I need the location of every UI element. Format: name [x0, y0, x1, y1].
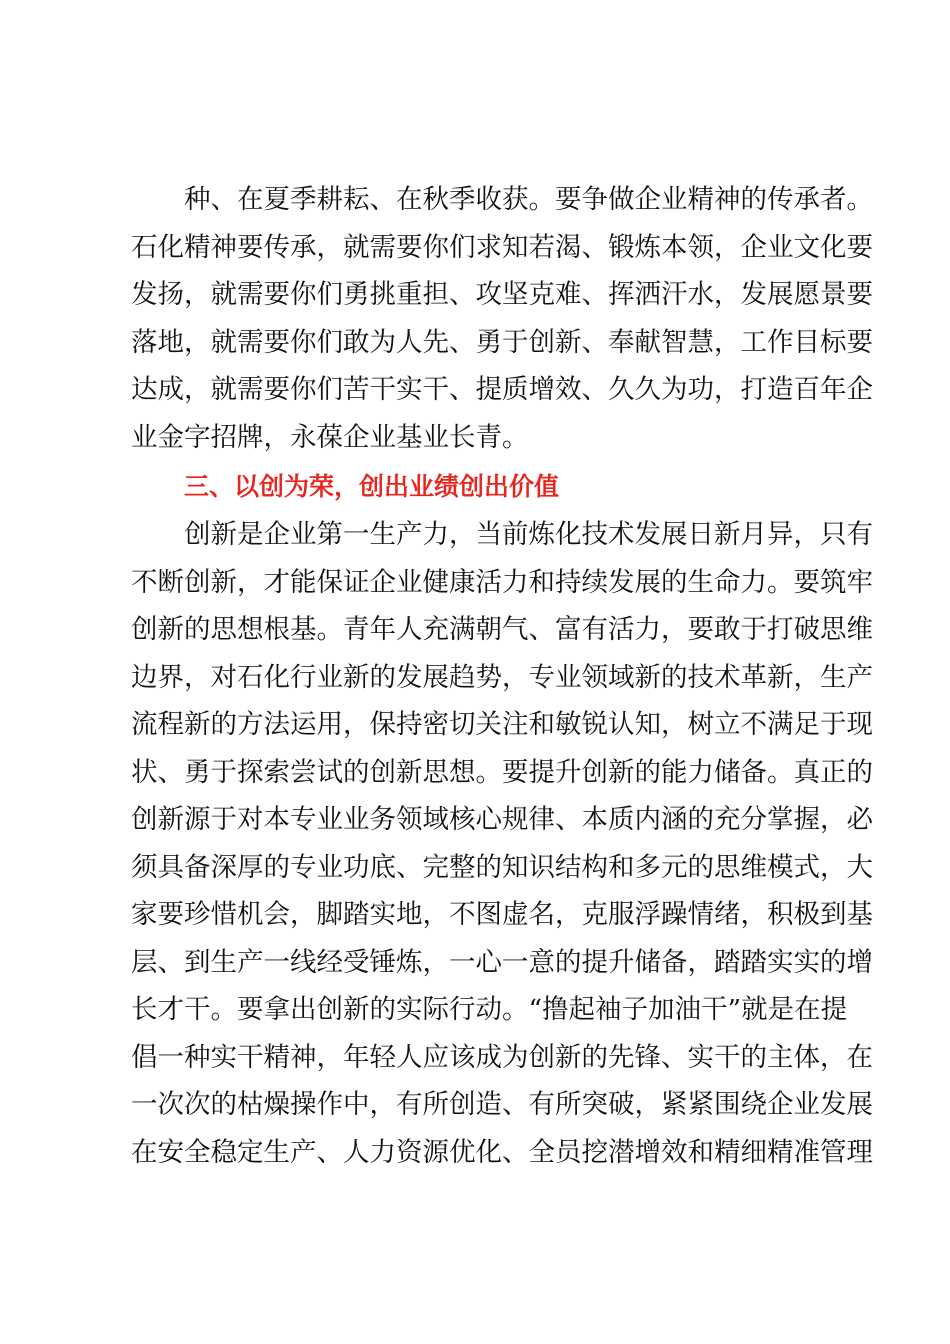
paragraph-line: 长才干。要拿出创新的实际行动。“撸起袖子加油干”就是在提 — [131, 994, 848, 1025]
paragraph-line: 家要珍惜机会，脚踏实地，不图虚名，克服浮躁情绪，积极到基 — [131, 899, 873, 930]
section-heading-block — [131, 463, 843, 511]
paragraph-line: 创新源于对本专业业务领域核心规律、本质内涵的充分掌握，必 — [131, 804, 873, 835]
paragraph-line: 石化精神要传承，就需要你们求知若渴、锻炼本领，企业文化要 — [131, 231, 873, 263]
paragraph-line: 状、勇于探索尝试的创新思想。要提升创新的能力储备。真正的 — [131, 756, 873, 788]
paragraph-line: 边界，对石化行业新的发展趋势，专业领域新的技术革新，生产 — [131, 661, 873, 693]
paragraph-line: 须具备深厚的专业功底、完整的知识结构和多元的思维模式，大 — [131, 851, 873, 883]
paragraph-line: 业金字招牌，永葆企业基业长青。 — [131, 421, 529, 453]
paragraph-line: 不断创新，才能保证企业健康活力和持续发展的生命力。要筑牢 — [131, 566, 873, 598]
paragraph-line: 在安全稳定生产、人力资源优化、全员挖潜增效和精细精准管理 — [131, 1136, 873, 1168]
section-heading: 三、以创为荣，创出业绩创出价值 — [184, 472, 560, 501]
paragraph-line: 种、在夏季耕耘、在秋季收获。要争做企业精神的传承者。 — [184, 184, 873, 215]
paragraph-1 — [131, 176, 873, 461]
paragraph-2 — [131, 511, 873, 1176]
paragraph-line: 创新的思想根基。青年人充满朝气、富有活力，要敢于打破思维 — [131, 614, 873, 645]
paragraph-line: 一次次的枯燥操作中，有所创造、有所突破，紧紧围绕企业发展 — [131, 1089, 873, 1120]
paragraph-line: 发扬，就需要你们勇挑重担、攻坚克难、挥洒汗水，发展愿景要 — [131, 279, 873, 310]
paragraph-line: 倡一种实干精神，年轻人应该成为创新的先锋、实干的主体，在 — [131, 1041, 873, 1073]
paragraph-line: 创新是企业第一生产力，当前炼化技术发展日新月异，只有 — [184, 519, 873, 550]
paragraph-line: 落地，就需要你们敢为人先、勇于创新、奉献智慧，工作目标要 — [131, 326, 873, 358]
paragraph-line: 达成，就需要你们苦干实干、提质增效、久久为功，打造百年企 — [131, 374, 873, 405]
paragraph-line: 层、到生产一线经受锤炼，一心一意的提升储备，踏踏实实的增 — [131, 946, 873, 978]
paragraph-line: 流程新的方法运用，保持密切关注和敏锐认知，树立不满足于现 — [131, 709, 873, 740]
